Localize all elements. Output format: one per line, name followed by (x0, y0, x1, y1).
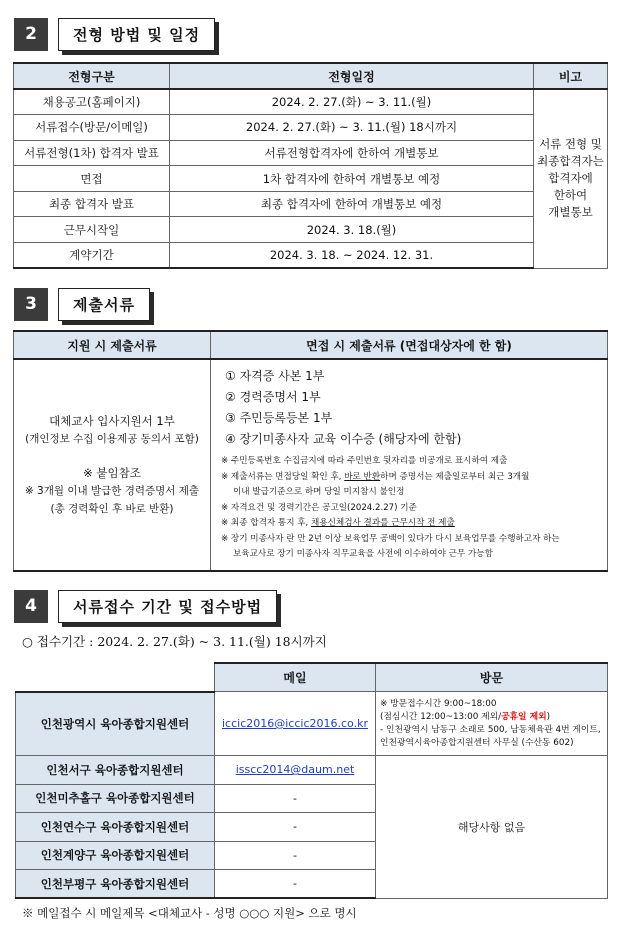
section-number: 4 (14, 590, 48, 623)
documents-table (13, 330, 608, 572)
remark-line: 합격자에 (548, 171, 593, 186)
application-docs-cell (14, 359, 211, 571)
doc-line: ※ 붙임참조 (83, 466, 141, 480)
remark-line: 최종합격자는 (537, 154, 604, 169)
mail-cell: - (215, 870, 376, 899)
stage-cell: 서류접수(방문/이메일) (14, 115, 170, 141)
remark-line: 개별통보 (548, 205, 593, 220)
date-cell: 2024. 3. 18.(월) (170, 217, 534, 243)
table-row (14, 89, 608, 115)
col-header: 전형구분 (14, 63, 170, 89)
section-3-header (14, 286, 150, 322)
mail-cell (215, 756, 376, 785)
stage-cell: 계약기간 (14, 243, 170, 269)
stage-cell: 최종 합격자 발표 (14, 191, 170, 217)
remark-line: 한하여 (553, 188, 588, 203)
note-line: ※ 주민등록번호 수집금지에 따라 주민번호 뒷자리를 비공개로 표시하여 제출 (221, 456, 508, 466)
note-line: ※ 자격요건 및 경력기간은 공고일(2024.2.27) 기준 (221, 502, 417, 513)
stage-cell: 서류전형(1차) 합격자 발표 (14, 140, 170, 166)
section-4-header (14, 588, 277, 624)
doc-item: ③ 주민등록등본 1부 (225, 411, 333, 425)
mail-cell: - (215, 841, 376, 870)
col-header: 면접 시 제출서류 (면접대상자에 한 함) (211, 331, 608, 359)
table-row (14, 243, 608, 269)
section-title: 제출서류 (58, 288, 150, 321)
section-2-header (14, 16, 215, 52)
submission-table (15, 662, 608, 899)
visit-cell (376, 692, 608, 756)
doc-line: (개인정보 수집 이용제공 동의서 포함) (25, 433, 199, 445)
section-number: 2 (14, 18, 48, 51)
col-header: 메일 (215, 663, 376, 692)
section-title: 서류접수 기간 및 접수방법 (58, 590, 277, 623)
remark-line: 서류 전형 및 (539, 137, 602, 152)
visit-line: ※ 방문접수시간 9:00~18:00 (380, 698, 497, 709)
date-cell: 최종 합격자에 한하여 개별통보 예정 (170, 191, 534, 217)
intake-period: ○ 접수기간 : 2024. 2. 27.(화) ~ 3. 11.(월) 18시까지 (22, 634, 327, 649)
email-link[interactable]: isscc2014@daum.net (235, 763, 355, 777)
stage-cell: 면접 (14, 166, 170, 192)
visit-line: - 인천광역시 남동구 소래로 500, 남동체육관 4번 게이트, (380, 724, 601, 735)
footnote: ※ 메일접수 시 메일제목 <대체교사 - 성명 ○○○ 지원> 으로 명시 (22, 906, 357, 920)
visit-line: (점심시간 12:00~13:00 제외/공휴일 제외) (380, 711, 551, 722)
col-header: 방문 (376, 663, 608, 692)
note-line: ※ 장기 미종사자 란 만 2년 이상 보육업무 공백이 있다가 다시 보육업무를 수행하고자 하는 (221, 533, 560, 544)
visit-none-cell: 해당사항 없음 (376, 756, 608, 899)
center-name: 인천광역시 육아종합지원센터 (16, 692, 215, 756)
doc-item: ② 경력증명서 1부 (225, 390, 321, 404)
center-name: 인천연수구 육아종합지원센터 (16, 813, 215, 842)
table-row (14, 140, 608, 166)
note-line: ※ 최종 합격자 통지 후, 채용신체검사 결과를 근무시작 전 제출 (221, 518, 455, 528)
doc-item: ④ 장기미종사자 교육 이수증 (해당자에 한함) (225, 432, 462, 446)
col-header: 비고 (534, 63, 608, 89)
col-header: 전형일정 (170, 63, 534, 89)
interview-docs-cell (211, 359, 608, 571)
date-cell: 서류전형합격자에 한하여 개별통보 (170, 140, 534, 166)
date-cell: 2024. 2. 27.(화) ~ 3. 11.(월) 18시까지 (170, 115, 534, 141)
visit-line: 인천광역시육아종합지원센터 사무실 (수산동 602) (380, 737, 574, 748)
col-header: 지원 시 제출서류 (14, 331, 211, 359)
table-row (14, 115, 608, 141)
doc-line: ※ 3개월 이내 발급한 경력증명서 제출 (24, 485, 200, 497)
table-row (14, 217, 608, 243)
table-row (16, 692, 608, 756)
note-line: ※ 제출서류는 면접당일 확인 후, 바로 반환하며 증명서는 제출일로부터 최근 3개월 (221, 471, 530, 482)
center-name: 인천서구 육아종합지원센터 (16, 756, 215, 785)
date-cell: 1차 합격자에 한하여 개별통보 예정 (170, 166, 534, 192)
center-name: 인천미추홀구 육아종합지원센터 (16, 784, 215, 813)
table-row (14, 191, 608, 217)
schedule-table (13, 62, 608, 269)
section-title: 전형 방법 및 일정 (58, 18, 215, 51)
note-line: 이내 발급기준으로 하며 당일 미지참시 불인정 (233, 487, 405, 497)
date-cell: 2024. 2. 27.(화) ~ 3. 11.(월) (170, 89, 534, 115)
mail-cell: - (215, 813, 376, 842)
mail-cell: - (215, 784, 376, 813)
stage-cell: 근무시작일 (14, 217, 170, 243)
table-row (16, 756, 608, 785)
doc-line: (총 경력확인 후 바로 반환) (50, 503, 174, 515)
center-name: 인천부평구 육아종합지원센터 (16, 870, 215, 899)
remark-cell (534, 89, 608, 268)
email-link[interactable]: iccic2016@iccic2016.co.kr (222, 717, 368, 730)
section-number: 3 (14, 288, 48, 321)
center-name: 인천계양구 육아종합지원센터 (16, 841, 215, 870)
note-line: 보육교사로 장기 미종사자 직무교육을 사전에 이수하여야 근무 가능함 (233, 549, 493, 559)
doc-item: ① 자격증 사본 1부 (225, 369, 325, 383)
table-row (14, 166, 608, 192)
stage-cell: 채용공고(홈페이지) (14, 89, 170, 115)
date-cell: 2024. 3. 18. ~ 2024. 12. 31. (170, 243, 534, 269)
doc-line: 대체교사 입사지원서 1부 (49, 414, 175, 428)
mail-cell (215, 692, 376, 756)
